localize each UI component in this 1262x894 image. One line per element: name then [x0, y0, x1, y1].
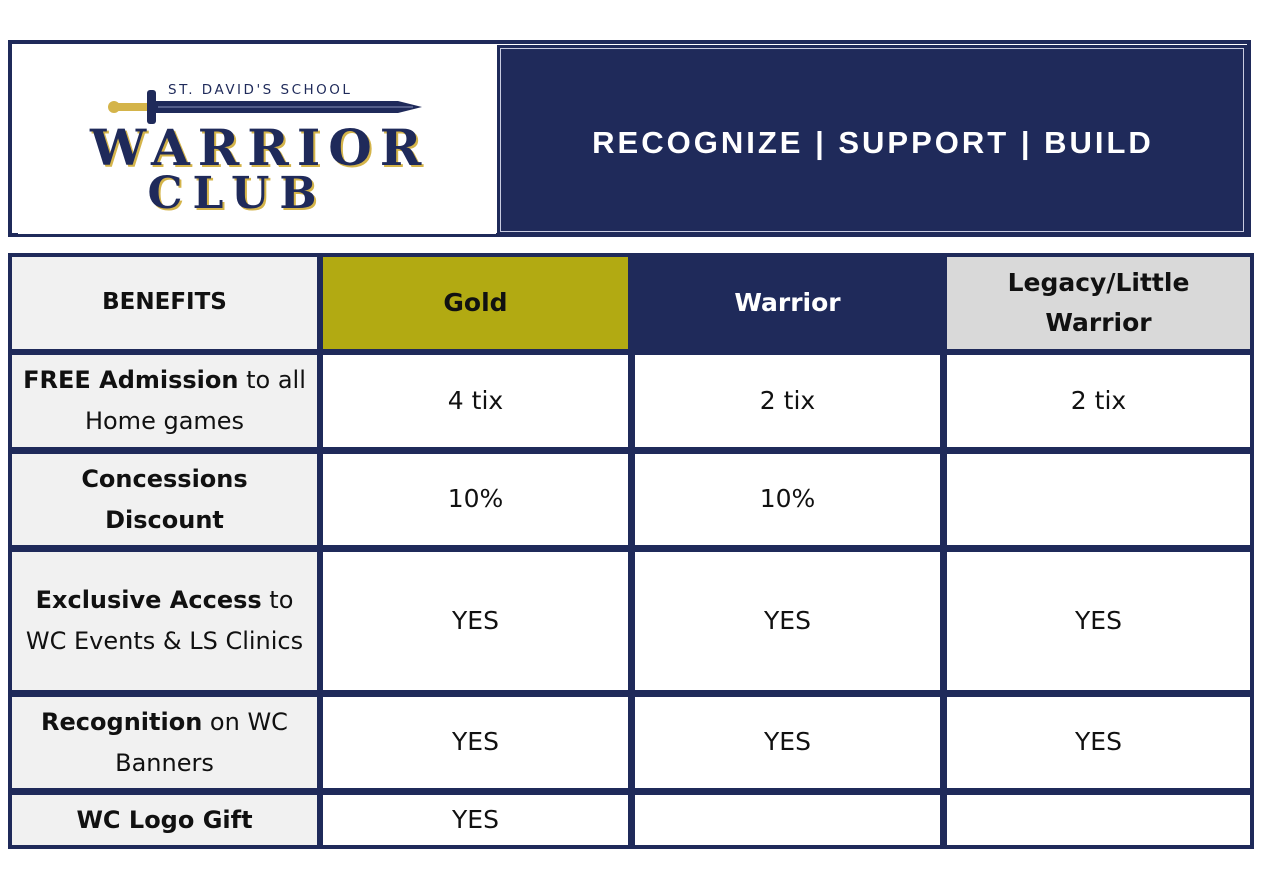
warrior-logo-gift: [635, 795, 940, 845]
benefit-free-admission: [12, 355, 317, 447]
warrior-club-logo: [18, 50, 496, 234]
benefit-bold: Exclusive Access: [35, 586, 262, 615]
warrior-free-admission: 2 tix: [635, 355, 940, 447]
warrior-concessions: 10%: [635, 454, 940, 545]
benefit-bold: WC Logo Gift: [76, 805, 253, 834]
tagline-panel: [500, 48, 1244, 232]
warrior-exclusive-access: YES: [635, 552, 940, 690]
benefit-rest: on WC Banners: [115, 707, 296, 777]
benefit-logo-gift: [12, 795, 317, 845]
tagline: RECOGNIZE | SUPPORT | BUILD: [592, 125, 1154, 160]
legacy-logo-gift: [947, 795, 1250, 845]
header-legacy-line2: Warrior: [1045, 308, 1152, 337]
benefit-exclusive-access: [12, 552, 317, 690]
benefit-rest: to WC Events & LS Clinics: [25, 586, 304, 655]
header-legacy-line1: Legacy/Little: [1007, 267, 1190, 297]
benefits-table: [8, 253, 1254, 849]
benefit-concessions: [12, 454, 317, 545]
legacy-free-admission: 2 tix: [947, 355, 1250, 447]
header-gold: Gold: [323, 257, 628, 349]
gold-recognition: YES: [323, 697, 628, 788]
benefit-recognition: [12, 697, 317, 788]
legacy-recognition: YES: [947, 697, 1250, 788]
benefit-rest: to all Home games: [84, 366, 314, 435]
gold-free-admission: 4 tix: [323, 355, 628, 447]
header-legacy: [947, 257, 1250, 349]
legacy-concessions: [947, 454, 1250, 545]
gold-concessions: 10%: [323, 454, 628, 545]
school-name: ST. DAVID'S SCHOOL: [168, 82, 353, 98]
header-banner: [8, 40, 1251, 237]
header-warrior: Warrior: [635, 257, 940, 349]
header-benefits: BENEFITS: [12, 257, 317, 349]
benefit-bold: Concessions Discount: [81, 464, 248, 534]
warrior-recognition: YES: [635, 697, 940, 788]
benefit-bold: FREE Admission: [23, 366, 239, 395]
gold-exclusive-access: YES: [323, 552, 628, 690]
legacy-exclusive-access: YES: [947, 552, 1250, 690]
wordmark-club: CLUB: [147, 168, 327, 219]
gold-logo-gift: YES: [323, 795, 628, 845]
wordmark-warrior: WARRIOR: [90, 118, 430, 177]
benefit-bold: Recognition: [41, 707, 203, 736]
